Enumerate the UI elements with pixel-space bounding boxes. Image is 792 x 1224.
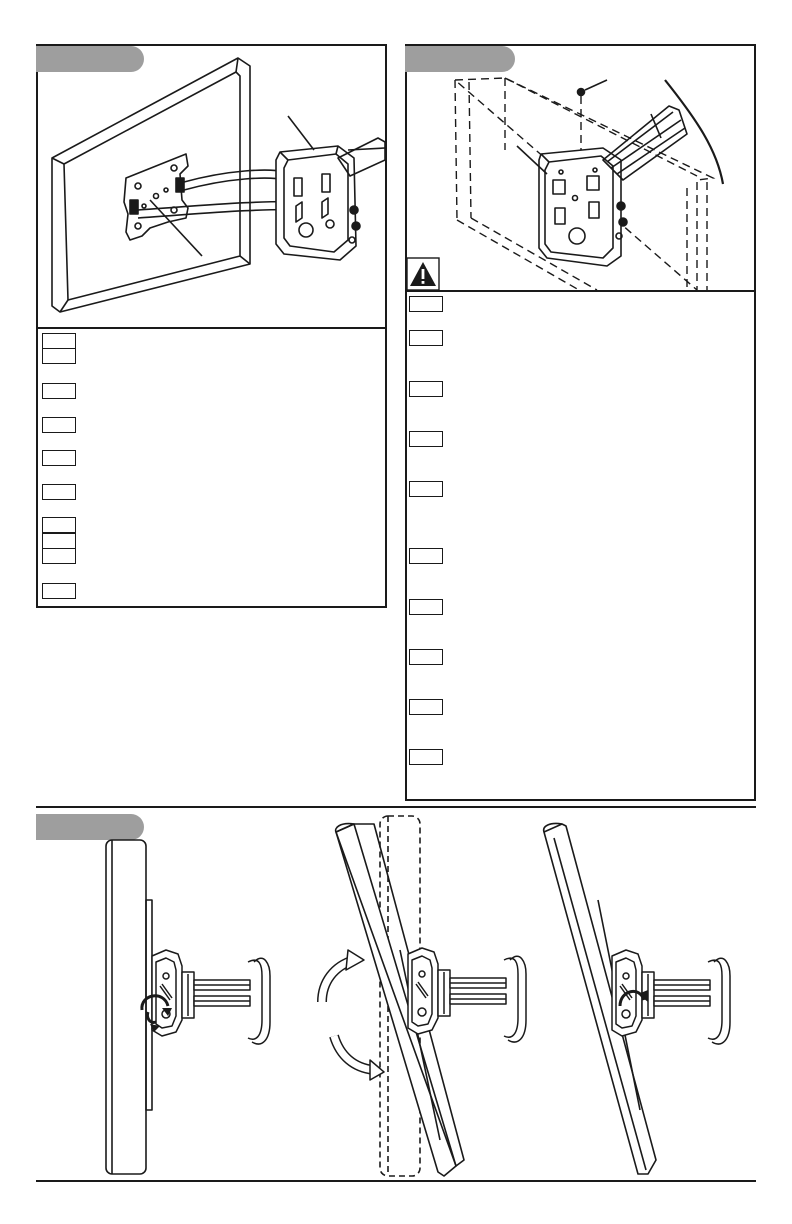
item-box — [42, 383, 76, 399]
item-box — [42, 450, 76, 466]
head-wall-illustration — [407, 50, 754, 290]
item-box — [409, 599, 443, 615]
item-box — [409, 296, 443, 312]
item-box — [409, 548, 443, 564]
item-box — [42, 484, 76, 500]
panel1-divider — [36, 327, 387, 329]
item-box — [42, 417, 76, 433]
tilt-view-2 — [322, 816, 526, 1176]
tilt-adjust-illustration — [36, 810, 756, 1180]
tilt-view-3 — [544, 823, 730, 1174]
item-box — [409, 699, 443, 715]
item-box — [42, 548, 76, 564]
item-box — [409, 431, 443, 447]
item-box — [409, 649, 443, 665]
item-box — [42, 583, 76, 599]
item-box — [409, 749, 443, 765]
section-rule-top — [36, 806, 756, 808]
item-box — [42, 348, 76, 364]
item-box — [409, 330, 443, 346]
item-box — [42, 533, 76, 549]
warning-triangle-icon — [407, 258, 439, 290]
panel2-divider — [405, 290, 756, 292]
section-rule-bottom — [36, 1180, 756, 1182]
tilt-view-1 — [106, 840, 270, 1174]
item-box — [409, 381, 443, 397]
item-box — [42, 333, 76, 349]
item-box — [409, 481, 443, 497]
item-box — [42, 517, 76, 533]
tv-bracket-illustration — [38, 50, 385, 326]
